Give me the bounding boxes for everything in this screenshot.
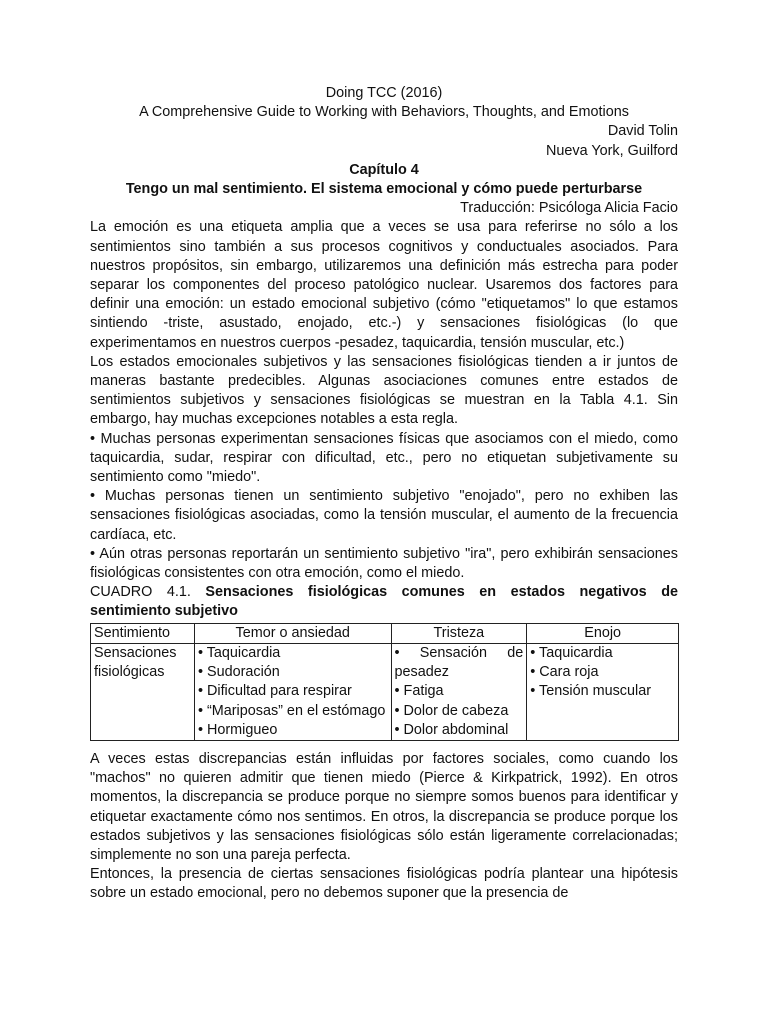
tristeza-item: • Dolor abdominal — [394, 721, 509, 738]
paragraph-1: La emoción es una etiqueta amplia que a veces se usa para referirse no sólo a los sentimientos sino también a sus procesos cognitivos y conductuales asociados. Para nuestros propósitos, sin embargo, utilizaremos una definición más estrecha para poder separar los componentes del proceso patológico nuclear. Usaremos dos factores para definir una emoción: un estado emocional subjetivo (cómo "etiquetamos" lo que estamos sintiendo -triste, asustado, enojado, etc.-) y sensaciones fisiológicas (lo que experimentamos en nuestros cuerpos -pesadez, taquicardia, tensión muscular, etc.) — [90, 219, 678, 351]
temor-item: • Taquicardia — [197, 644, 281, 661]
table-header-row — [91, 623, 679, 643]
author: David Tolin — [607, 123, 678, 140]
tristeza-cell — [391, 643, 527, 740]
publisher: Nueva York, Guilford — [546, 142, 678, 159]
table-row — [91, 643, 679, 740]
caption-prefix: CUADRO 4.1. — [90, 584, 206, 601]
header-line-2: A Comprehensive Guide to Working with Behaviors, Thoughts, and Emotions — [139, 104, 629, 121]
tristeza-item: • Fatiga — [394, 683, 444, 700]
bullet-1: • Muchas personas experimentan sensaciones físicas que asociamos con el miedo, como taquicardia, sudar, respirar con dificultad, etc., pero no etiquetan subjetivamente su sentimiento como "miedo". — [90, 430, 678, 486]
enojo-cell — [527, 643, 679, 740]
header-temor: Temor o ansiedad — [194, 623, 391, 643]
bullet-3: • Aún otras personas reportarán un sentimiento subjetivo "ira", pero exhibirán sensaciones fisiológicas consistentes con otra emoción, como el miedo. — [90, 545, 678, 582]
enojo-item: • Taquicardia — [530, 644, 613, 661]
temor-item: • “Mariposas” en el estómago — [197, 702, 386, 719]
tristeza-item: • Dolor de cabeza — [394, 702, 509, 719]
table-caption — [90, 583, 678, 621]
header-line-1: Doing TCC (2016) — [325, 85, 443, 101]
bullet-2: • Muchas personas tienen un sentimiento subjetivo "enojado", pero no exhiben las sensaciones fisiológicas asociadas, como la tensión muscular, el aumento de la frecuencia cardíaca, etc. — [90, 488, 678, 543]
paragraph-3: A veces estas discrepancias están influidas por factores sociales, como cuando los "machos" no quieren admitir que tienen miedo (Pierce & Kirkpatrick, 1992). En otros momentos, la discrepancia se produce porque no siempre somos buenos para identificar y etiquetar exactamente cómo nos sentimos. En otros, la discrepancia se produce porque los estados subjetivos y las sensaciones fisiológicas sólo están ligeramente correlacionadas; simplemente no son una pareja perfecta. — [90, 750, 678, 863]
chapter-title: Tengo un mal sentimiento. El sistema emocional y cómo puede perturbarse — [125, 181, 643, 198]
emotion-table — [90, 623, 679, 741]
document-page — [90, 84, 678, 904]
tristeza-item: • Sensación de pesadez — [394, 644, 524, 681]
caption-title: Sensaciones fisiológicas comunes en estados negativos de sentimiento subjetivo — [90, 584, 678, 620]
translation-credit: Traducción: Psicóloga Alicia Facio — [460, 200, 678, 217]
enojo-item: • Cara roja — [530, 664, 599, 681]
temor-cell — [194, 643, 391, 740]
row-label: Sensaciones fisiológicas — [91, 643, 195, 740]
temor-item: • Sudoración — [197, 664, 280, 681]
chapter-number: Capítulo 4 — [349, 161, 419, 178]
enojo-item: • Tensión muscular — [530, 683, 652, 700]
temor-item: • Dificultad para respirar — [197, 683, 352, 700]
temor-item: • Hormigueo — [197, 721, 278, 738]
header-enojo: Enojo — [527, 623, 679, 643]
paragraph-4: Entonces, la presencia de ciertas sensaciones fisiológicas podría plantear una hipótesis sobre un estado emocional, pero no debemos suponer que la presencia de — [90, 866, 678, 902]
paragraph-2: Los estados emocionales subjetivos y las sensaciones fisiológicas tienden a ir juntos de maneras bastante predecibles. Algunas asociaciones comunes entre estados de sentimientos subjetivos y sensaciones fisiológicas se muestran en la Tabla 4.1. Sin embargo, hay muchas excepciones notables a esta regla. — [90, 353, 678, 428]
header-sentimiento: Sentimiento — [91, 623, 195, 643]
header-tristeza: Tristeza — [391, 623, 527, 643]
